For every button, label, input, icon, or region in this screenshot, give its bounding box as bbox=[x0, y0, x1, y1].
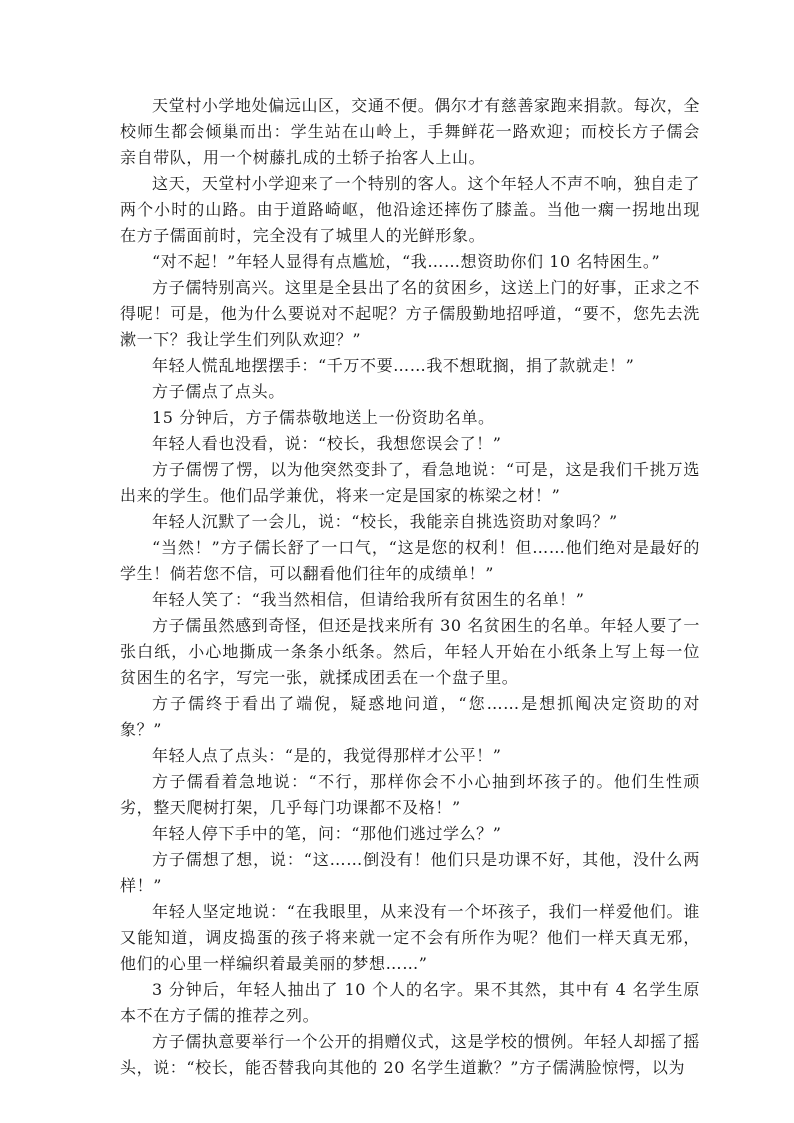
paragraph: 3 分钟后，年轻人抽出了 10 个人的名字。果不其然，其中有 4 名学生原本不在方子儒的推荐之列。 bbox=[120, 980, 700, 1025]
paragraph: 方子儒看着急地说：“不行，那样你会不小心抽到坏孩子的。他们生性顽劣，整天爬树打架，几乎每门功课都不及格！” bbox=[120, 772, 700, 817]
paragraph: 年轻人坚定地说：“在我眼里，从来没有一个坏孩子，我们一样爱他们。谁又能知道，调皮捣蛋的孩子将来就一定不会有所作为呢？他们一样天真无邪，他们的心里一样编织着最美丽的梦想……” bbox=[120, 902, 700, 973]
paragraph: 15 分钟后，方子儒恭敬地送上一份资助名单。 bbox=[152, 408, 495, 427]
paragraph: 方子儒想了想，说：“这……倒没有！他们只是功课不好，其他，没什么两样！” bbox=[120, 850, 700, 895]
paragraph: 方子儒点了点头。 bbox=[152, 382, 285, 401]
paragraph: 方子儒终于看出了端倪，疑惑地问道，“您……是想抓阄决定资助的对象？” bbox=[120, 694, 700, 739]
paragraph: 天堂村小学地处偏远山区，交通不便。偶尔才有慈善家跑来捐款。每次，全校师生都会倾巢而出：学生站在山岭上，手舞鲜花一路欢迎；而校长方子儒会亲自带队，用一个树藤扎成的土轿子抬客人上山。 bbox=[120, 96, 700, 167]
paragraph: 年轻人慌乱地摆摆手：“千万不要……我不想耽搁，捐了款就走！” bbox=[152, 356, 635, 375]
paragraph: 年轻人笑了：“我当然相信，但请给我所有贫困生的名单！” bbox=[152, 590, 585, 609]
paragraph: 年轻人沉默了一会儿，说：“校长，我能亲自挑选资助对象吗？” bbox=[152, 512, 618, 531]
paragraph: 年轻人点了点头：“是的，我觉得那样才公平！” bbox=[152, 746, 502, 765]
paragraph: “对不起！”年轻人显得有点尴尬，“我……想资助你们 10 名特困生。” bbox=[152, 252, 661, 271]
paragraph: “当然！”方子儒长舒了一口气，“这是您的权利！但……他们绝对是最好的学生！倘若您不信，可以翻看他们往年的成绩单！” bbox=[120, 538, 700, 583]
paragraph: 方子儒愣了愣，以为他突然变卦了，看急地说：“可是，这是我们千挑万选出来的学生。他们品学兼优，将来一定是国家的栋梁之材！” bbox=[120, 460, 700, 505]
story-text bbox=[120, 93, 700, 1081]
paragraph: 年轻人停下手中的笔，问：“那他们逃过学么？” bbox=[152, 824, 502, 843]
paragraph: 方子儒虽然感到奇怪，但还是找来所有 30 名贫困生的名单。年轻人要了一张白纸，小心地撕成一条条小纸条。然后，年轻人开始在小纸条上写上每一位贫困生的名字，写完一张，就揉成团丢在一个盘子里。 bbox=[120, 616, 700, 687]
paragraph: 年轻人看也没看，说：“校长，我想您误会了！” bbox=[152, 434, 502, 453]
paragraph: 方子儒特别高兴。这里是全县出了名的贫困乡，这送上门的好事，正求之不得呢！可是，他为什么要说对不起呢？方子儒殷勤地招呼道，“要不，您先去洗漱一下？我让学生们列队欢迎？” bbox=[120, 278, 700, 349]
paragraph: 这天，天堂村小学迎来了一个特别的客人。这个年轻人不声不响，独自走了两个小时的山路。由于道路崎岖，他沿途还摔伤了膝盖。当他一瘸一拐地出现在方子儒面前时，完全没有了城里人的光鲜形象。 bbox=[120, 174, 700, 245]
paragraph: 方子儒执意要举行一个公开的捐赠仪式，这是学校的惯例。年轻人却摇了摇头，说：“校长，能否替我向其他的 20 名学生道歉？”方子儒满脸惊愕，以为 bbox=[120, 1032, 700, 1077]
